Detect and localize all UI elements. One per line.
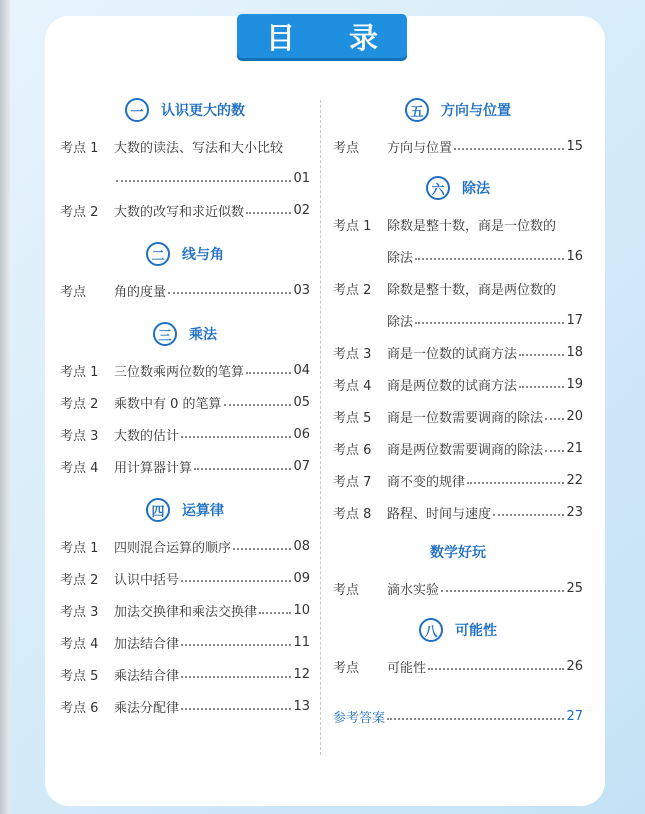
section-heading (60, 234, 310, 274)
toc-entry[interactable] (60, 626, 310, 658)
entry-label: 考点 5 (60, 668, 99, 684)
toc-entry-continued[interactable] (333, 304, 583, 336)
entry-text: 大数的读法、写法和大小比较 (114, 140, 284, 156)
toc-entry[interactable] (333, 130, 583, 162)
answers-label: 参考答案 (333, 710, 386, 726)
dot-leader (387, 718, 564, 720)
entry-page: 12 (293, 666, 310, 682)
entry-text: 除数是整十数，商是一位数的 (387, 218, 557, 234)
entry-text: 加法结合律 (114, 636, 180, 652)
section-number: 四 (146, 498, 170, 522)
dot-leader (454, 148, 564, 150)
section-title: 除法 (462, 181, 490, 197)
entry-page: 06 (293, 426, 310, 442)
dot-leader (415, 322, 564, 324)
entry-text: 商是一位数的试商方法 (387, 346, 518, 362)
toc-entry[interactable] (60, 594, 310, 626)
entry-text: 可能性 (387, 660, 427, 676)
section-heading (333, 610, 583, 650)
dot-leader (415, 258, 564, 260)
entry-page: 05 (293, 394, 310, 410)
section-title: 线与角 (182, 247, 224, 263)
entry-text: 大数的估计 (114, 428, 180, 444)
dot-leader (224, 404, 292, 406)
dot-leader (181, 436, 291, 438)
entry-text: 滴水实验 (387, 582, 440, 598)
toc-entry[interactable] (60, 386, 310, 418)
section-number: 六 (426, 176, 450, 200)
section-title: 方向与位置 (441, 103, 511, 119)
entry-label: 考点 (333, 140, 360, 156)
entry-text: 乘法分配律 (114, 700, 180, 716)
toc-entry[interactable] (60, 130, 310, 162)
entry-text: 乘数中有 0 的笔算 (114, 396, 222, 412)
entry-page: 01 (293, 170, 310, 186)
toc-left-column (60, 90, 310, 722)
entry-text: 角的度量 (114, 284, 167, 300)
entry-page: 22 (566, 472, 583, 488)
entry-label: 考点 1 (60, 364, 99, 380)
entry-page: 04 (293, 362, 310, 378)
section-heading (333, 168, 583, 208)
toc-entry[interactable] (60, 274, 310, 306)
dot-leader (428, 668, 564, 670)
entry-page: 25 (566, 580, 583, 596)
toc-entry[interactable] (60, 658, 310, 690)
entry-label: 考点 2 (60, 396, 99, 412)
entry-label: 考点 3 (333, 346, 372, 362)
toc-entry-continued[interactable] (333, 240, 583, 272)
entry-label: 考点 (333, 660, 360, 676)
toc-entry[interactable] (333, 272, 583, 304)
entry-page: 03 (293, 282, 310, 298)
section-title: 可能性 (455, 623, 497, 639)
section-title: 数学好玩 (430, 545, 486, 561)
entry-text: 方向与位置 (387, 140, 453, 156)
entry-text: 乘法结合律 (114, 668, 180, 684)
toc-entry[interactable] (60, 450, 310, 482)
toc-entry[interactable] (333, 336, 583, 368)
toc-entry[interactable] (60, 354, 310, 386)
entry-page: 26 (566, 658, 583, 674)
entry-page: 15 (566, 138, 583, 154)
page-title: 目 录 (265, 20, 401, 55)
toc-entry-continued[interactable] (60, 162, 310, 194)
dot-leader (116, 180, 291, 182)
entry-page: 08 (293, 538, 310, 554)
section-heading (60, 490, 310, 530)
entry-page: 07 (293, 458, 310, 474)
entry-text: 除法 (387, 250, 414, 266)
dot-leader (246, 212, 291, 214)
dot-leader (181, 580, 291, 582)
entry-label: 考点 1 (60, 540, 99, 556)
section-title: 认识更大的数 (161, 103, 245, 119)
title-banner (237, 14, 407, 58)
section-number: 八 (419, 618, 443, 642)
section-title: 运算律 (182, 503, 224, 519)
section-heading (333, 90, 583, 130)
entry-text: 商是一位数需要调商的除法 (387, 410, 544, 426)
entry-text: 商不变的规律 (387, 474, 466, 490)
dot-leader (246, 372, 291, 374)
section-number: 一 (125, 98, 149, 122)
entry-label: 考点 8 (333, 506, 372, 522)
entry-text: 大数的改写和求近似数 (114, 204, 245, 220)
dot-leader (519, 354, 564, 356)
entry-text: 用计算器计算 (114, 460, 193, 476)
toc-entry[interactable] (333, 208, 583, 240)
section-number: 二 (146, 242, 170, 266)
entry-label: 考点 3 (60, 428, 99, 444)
entry-text: 四则混合运算的顺序 (114, 540, 232, 556)
toc-entry[interactable] (333, 400, 583, 432)
toc-entry[interactable] (333, 496, 583, 528)
dot-leader (493, 514, 564, 516)
dot-leader (233, 548, 291, 550)
entry-label: 考点 4 (333, 378, 372, 394)
entry-label: 考点 6 (333, 442, 372, 458)
answers-entry[interactable] (333, 700, 583, 732)
dot-leader (181, 676, 291, 678)
entry-text: 认识中括号 (114, 572, 180, 588)
page-edge (0, 0, 10, 814)
entry-text: 除法 (387, 314, 414, 330)
entry-page: 11 (293, 634, 310, 650)
toc-entry[interactable] (60, 690, 310, 722)
entry-page: 10 (293, 602, 310, 618)
entry-label: 考点 3 (60, 604, 99, 620)
entry-label: 考点 2 (60, 204, 99, 220)
dot-leader (519, 386, 564, 388)
entry-page: 21 (566, 440, 583, 456)
entry-text: 商是两位数需要调商的除法 (387, 442, 544, 458)
entry-label: 考点 (333, 582, 360, 598)
entry-label: 考点 5 (333, 410, 372, 426)
dot-leader (545, 450, 564, 452)
entry-page: 17 (566, 312, 583, 328)
entry-label: 考点 6 (60, 700, 99, 716)
entry-text: 路程、时间与速度 (387, 506, 492, 522)
entry-page: 23 (566, 504, 583, 520)
entry-text: 商是两位数的试商方法 (387, 378, 518, 394)
entry-label: 考点 2 (60, 572, 99, 588)
entry-text: 加法交换律和乘法交换律 (114, 604, 258, 620)
section-heading (60, 314, 310, 354)
toc-entry[interactable] (60, 418, 310, 450)
entry-page: 19 (566, 376, 583, 392)
section-heading (60, 90, 310, 130)
toc-entry[interactable] (333, 650, 583, 682)
dot-leader (168, 292, 291, 294)
entry-page: 09 (293, 570, 310, 586)
entry-label: 考点 4 (60, 460, 99, 476)
dot-leader (441, 590, 564, 592)
toc-entry[interactable] (60, 530, 310, 562)
toc-entry[interactable] (333, 432, 583, 464)
entry-label: 考点 4 (60, 636, 99, 652)
toc-entry[interactable] (333, 572, 583, 604)
toc-entry[interactable] (333, 464, 583, 496)
column-divider (320, 100, 321, 755)
entry-label: 考点 (60, 284, 87, 300)
toc-entry[interactable] (333, 368, 583, 400)
entry-page: 16 (566, 248, 583, 264)
toc-entry[interactable] (60, 194, 310, 226)
entry-page: 18 (566, 344, 583, 360)
section-number: 五 (405, 98, 429, 122)
toc-right-column (333, 90, 583, 732)
entry-text: 除数是整十数，商是两位数的 (387, 282, 557, 298)
toc-entry[interactable] (60, 562, 310, 594)
section-title: 乘法 (189, 327, 217, 343)
entry-label: 考点 7 (333, 474, 372, 490)
entry-label: 考点 1 (333, 218, 372, 234)
entry-text: 三位数乘两位数的笔算 (114, 364, 245, 380)
dot-leader (545, 418, 564, 420)
answers-page: 27 (566, 708, 583, 724)
dot-leader (181, 708, 291, 710)
entry-page: 20 (566, 408, 583, 424)
entry-label: 考点 1 (60, 140, 99, 156)
dot-leader (181, 644, 291, 646)
entry-page: 13 (293, 698, 310, 714)
dot-leader (259, 612, 291, 614)
dot-leader (467, 482, 564, 484)
entry-page: 02 (293, 202, 310, 218)
dot-leader (194, 468, 291, 470)
entry-label: 考点 2 (333, 282, 372, 298)
section-number: 三 (153, 322, 177, 346)
section-heading (333, 532, 583, 572)
